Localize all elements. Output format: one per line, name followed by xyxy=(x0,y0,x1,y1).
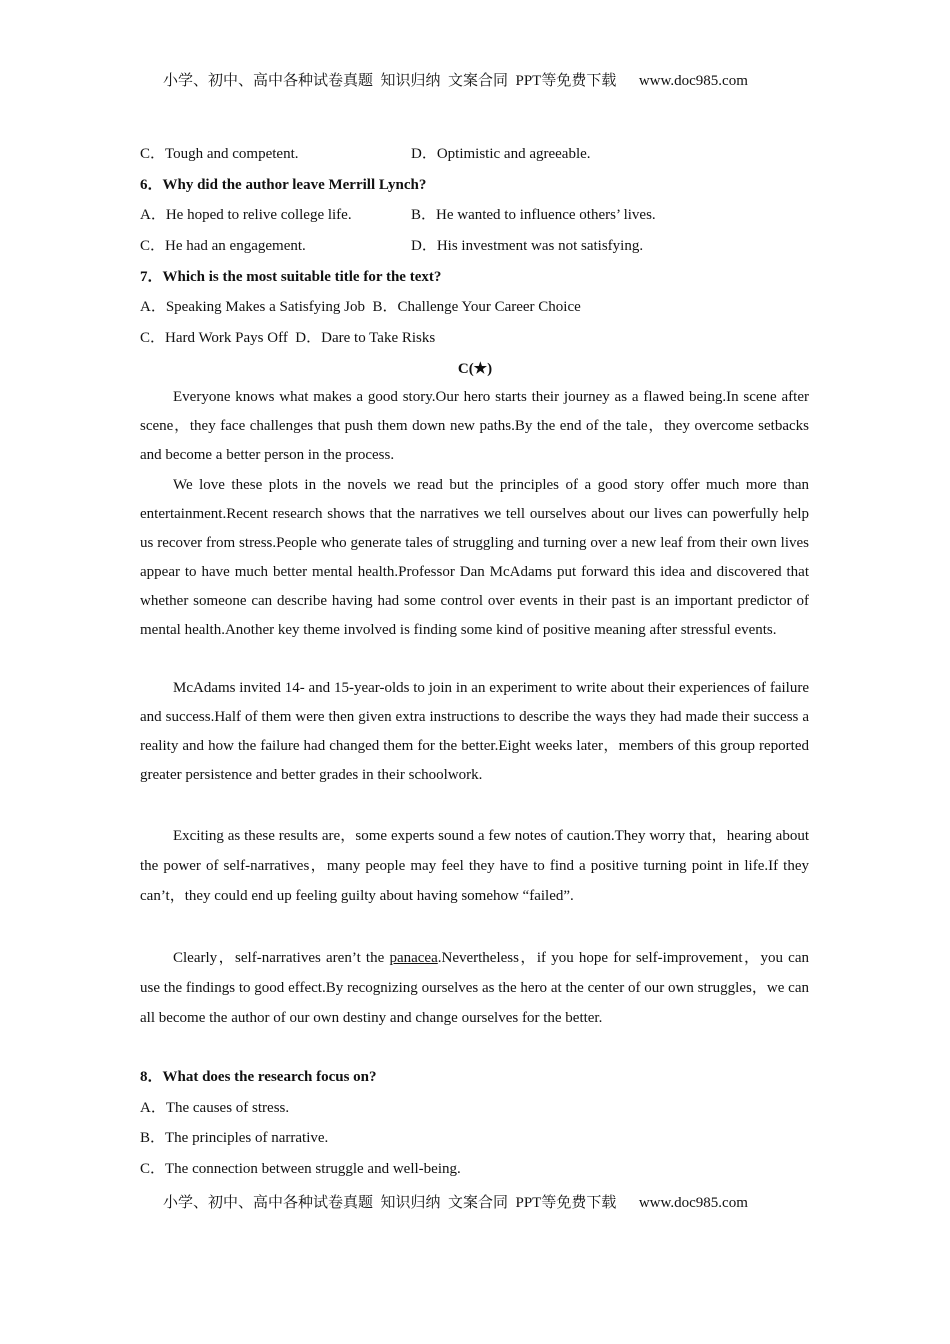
passage-paragraph-5 xyxy=(140,943,809,1033)
q5-option-d: D．Optimistic and agreeable. xyxy=(411,146,591,162)
q5-option-c: C．Tough and competent. xyxy=(140,146,299,162)
passage-paragraph-2: We love these plots in the novels we read but the principles of a good story offer much more than entertainment.Recent research shows that the narratives we tell ourselves about our lives can powerfully help us recover from stress.People who generate tales of struggling and turning over a new leaf from their own lives appear to have much better mental health.Professor Dan McAdams put forward this idea and discovered that whether someone can describe having had some control over events in their past is an important predictor of mental health.Another key theme involved is finding some kind of positive meaning after stressful events. xyxy=(140,477,809,638)
q6-option-c: C．He had an engagement. xyxy=(140,238,306,254)
q8-stem: 8．What does the research focus on? xyxy=(140,1069,377,1085)
underlined-word-panacea: panacea xyxy=(389,950,438,966)
passage-paragraph-4: Exciting as these results are，some experts sound a few notes of caution.They worry that，hearing about the power of self-narratives，many people may feel they have to find a positive turning point in life.If they can’t，they could end up feeling guilty about having somehow “failed”. xyxy=(140,828,809,904)
q7-stem: 7．Which is the most suitable title for the text? xyxy=(140,269,442,285)
q6-option-b: B．He wanted to influence others’ lives. xyxy=(411,207,656,223)
passage-paragraph-1: Everyone knows what makes a good story.Our hero starts their journey as a flawed being.In scene after scene，they face challenges that push them down new paths.By the end of the tale，they overcome setbacks and become a better person in the process. xyxy=(140,389,809,463)
q8-option-b: B．The principles of narrative. xyxy=(140,1130,329,1146)
q8-option-a: A．The causes of stress. xyxy=(140,1100,290,1116)
q8-option-c: C．The connection between struggle and well-being. xyxy=(140,1161,461,1177)
passage-paragraph-3: McAdams invited 14- and 15-year-olds to join in an experiment to write about their experiences of failure and success.Half of them were then given extra instructions to describe the ways they had made their success a reality and how the failure had changed them for the better.Eight weeks later，members of this group reported greater persistence and better grades in their schoolwork. xyxy=(140,680,809,783)
section-title: C(★) xyxy=(457,361,493,377)
q6-option-a: A．He hoped to relive college life. xyxy=(140,207,352,223)
q7-options-ab: A．Speaking Makes a Satisfying Job B．Challenge Your Career Choice xyxy=(140,299,581,315)
p5-text-start: Clearly，self-narratives aren’t the xyxy=(173,950,390,966)
q6-stem: 6．Why did the author leave Merrill Lynch? xyxy=(140,177,427,193)
page-footer: 小学、初中、高中各种试卷真题 知识归纳 文案合同 PPT等免费下载 www.doc985.com xyxy=(163,1195,748,1211)
p5-text-end: .Nevertheless，if you hope for self-improvement，you can use the findings to good effect.By recognizing ourselves as the hero at the center of our own struggles，we can all become the author of our own destiny and change ourselves for the better. xyxy=(140,950,809,1026)
page-header: 小学、初中、高中各种试卷真题 知识归纳 文案合同 PPT等免费下载 www.doc985.com xyxy=(163,73,748,89)
q6-option-d: D．His investment was not satisfying. xyxy=(411,238,644,254)
q7-options-cd: C．Hard Work Pays Off D．Dare to Take Risks xyxy=(140,330,436,346)
